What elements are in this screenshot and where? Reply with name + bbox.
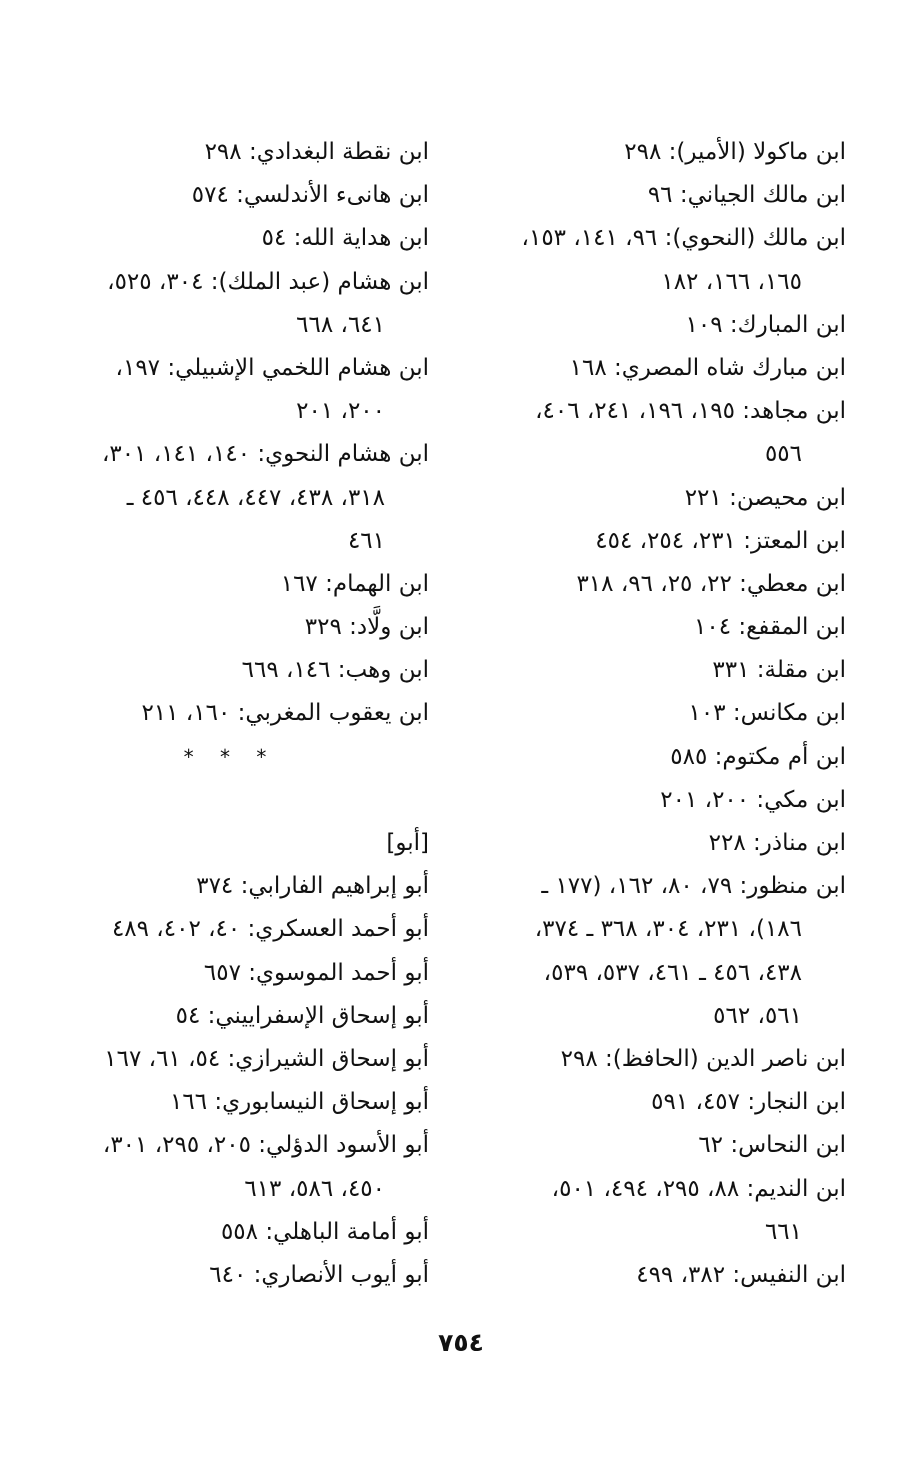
- index-entry: ابن وهب: ١٤٦، ٦٦٩: [241, 657, 429, 684]
- index-entry-continuation: ٤٥٠، ٥٨٦، ٦١٣: [244, 1175, 385, 1202]
- index-entry-continuation: ٢٠٠، ٢٠١: [296, 398, 385, 425]
- index-entry: ابن أم مكتوم: ٥٨٥: [670, 743, 846, 770]
- index-entry: أبو إسحاق النيسابوري: ١٦٦: [170, 1089, 429, 1116]
- index-entry: ابن مالك (النحوي): ٩٦، ١٤١، ١٥٣،: [521, 225, 846, 252]
- index-entry: ابن النديم: ٨٨، ٢٩٥، ٤٩٤، ٥٠١،: [551, 1175, 846, 1202]
- section-heading: [أبو]: [386, 830, 429, 856]
- index-entry-continuation: ٦٤١، ٦٦٨: [296, 311, 385, 338]
- index-entry: ابن مكانس: ١٠٣: [688, 700, 846, 727]
- index-entry: أبو أمامة الباهلي: ٥٥٨: [220, 1218, 429, 1245]
- index-column-right: [466, 131, 846, 1297]
- index-entry: ابن النفيس: ٣٨٢، ٤٩٩: [636, 1261, 846, 1288]
- index-entry: ابن الهمام: ١٦٧: [280, 570, 429, 597]
- index-entry: ابن المبارك: ١٠٩: [685, 311, 846, 338]
- index-entry: ابن النجار: ٤٥٧، ٥٩١: [651, 1089, 846, 1116]
- index-entry: ابن هشام (عبد الملك): ٣٠٤، ٥٢٥،: [107, 268, 429, 295]
- index-entry: أبو أيوب الأنصاري: ٦٤٠: [209, 1261, 429, 1288]
- index-column-left: [49, 131, 429, 1297]
- index-entry-continuation: ٥٦١، ٥٦٢: [713, 1002, 802, 1029]
- index-entry: ابن مبارك شاه المصري: ١٦٨: [569, 354, 846, 381]
- index-entry: ابن منظور: ٧٩، ٨٠، ١٦٢، (١٧٧ ـ: [541, 873, 846, 900]
- index-entry: أبو إبراهيم الفارابي: ٣٧٤: [196, 873, 429, 900]
- page-number: ٧٥٤: [438, 1328, 484, 1357]
- index-entry: ابن هشام النحوي: ١٤٠، ١٤١، ٣٠١،: [101, 441, 429, 468]
- index-entry: أبو أحمد العسكري: ٤٠، ٤٠٢، ٤٨٩: [111, 916, 429, 943]
- index-entry: ابن هانىء الأندلسي: ٥٧٤: [191, 182, 429, 209]
- index-entry: ابن مكي: ٢٠٠، ٢٠١: [660, 786, 846, 813]
- index-entry-continuation: ٤٣٨، ٤٥٦ ـ ٤٦١، ٥٣٧، ٥٣٩،: [543, 959, 802, 986]
- index-entry-continuation: ٥٥٦: [764, 441, 802, 468]
- index-entry: أبو إسحاق الشيرازي: ٥٤، ٦١، ١٦٧: [104, 1045, 429, 1072]
- index-entry: ابن ماكولا (الأمير): ٢٩٨: [624, 139, 846, 165]
- blank-line: [49, 779, 429, 822]
- index-entry: ابن مجاهد: ١٩٥، ١٩٦، ٢٤١، ٤٠٦،: [535, 398, 846, 425]
- index-entry: ابن مالك الجياني: ٩٦: [647, 182, 846, 209]
- index-entry-continuation: ٦٦١: [764, 1218, 802, 1245]
- index-entry: ابن معطي: ٢٢، ٢٥، ٩٦، ٣١٨: [576, 570, 846, 597]
- index-entry: ابن المقفع: ١٠٤: [694, 614, 846, 641]
- index-entry: أبو أحمد الموسوي: ٦٥٧: [203, 959, 429, 986]
- index-entry: ابن هداية الله: ٥٤: [261, 225, 429, 252]
- index-entry: أبو إسحاق الإسفراييني: ٥٤: [175, 1002, 429, 1029]
- index-entry: ابن مقلة: ٣٣١: [712, 657, 846, 684]
- section-separator: * * *: [183, 744, 277, 769]
- index-entry: أبو الأسود الدؤلي: ٢٠٥، ٢٩٥، ٣٠١،: [102, 1132, 429, 1159]
- index-entry: ابن مناذر: ٢٢٨: [708, 830, 846, 856]
- index-entry-continuation: ٤٦١: [347, 527, 385, 554]
- index-entry: ابن يعقوب المغربي: ١٦٠، ٢١١: [141, 700, 429, 727]
- index-entry: ابن هشام اللخمي الإشبيلي: ١٩٧،: [115, 354, 429, 381]
- index-entry-continuation: ٣١٨، ٤٣٨، ٤٤٧، ٤٤٨، ٤٥٦ ـ: [126, 484, 385, 511]
- index-entry: ابن النحاس: ٦٢: [698, 1132, 846, 1159]
- index-entry: ابن محيصن: ٢٢١: [684, 484, 846, 511]
- index-entry: ابن المعتز: ٢٣١، ٢٥٤، ٤٥٤: [595, 527, 846, 554]
- index-entry: ابن ولَّاد: ٣٢٩: [304, 614, 429, 641]
- index-entry-continuation: ١٨٦)، ٢٣١، ٣٠٤، ٣٦٨ ـ ٣٧٤،: [534, 916, 802, 943]
- index-entry: ابن ناصر الدين (الحافظ): ٢٩٨: [560, 1045, 846, 1072]
- index-entry-continuation: ١٦٥، ١٦٦، ١٨٢: [661, 268, 802, 295]
- index-entry: ابن نقطة البغدادي: ٢٩٨: [204, 139, 429, 165]
